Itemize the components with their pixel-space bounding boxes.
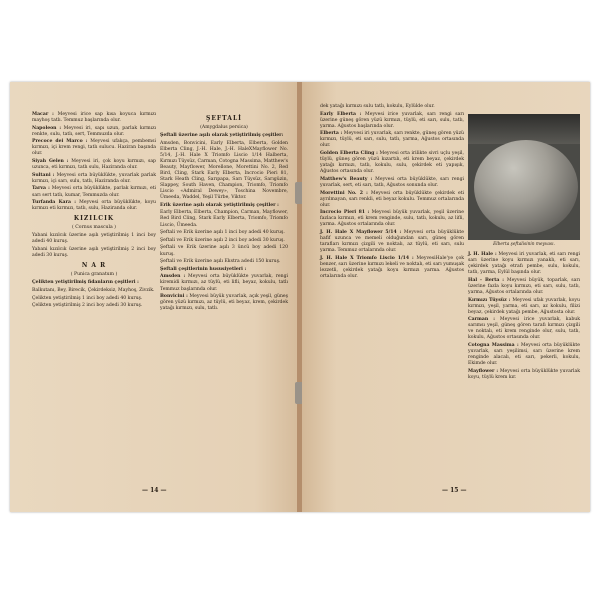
entry-paragraph: Yabani kızılcık üzerine aşılı yetiştirilmiş 2 inci boy adedi 30 kuruş. bbox=[32, 247, 156, 259]
entry-paragraph: Bonvicini : Meyvesi büyük yuvarlak, açık yeşil, güneş gören yüzü kırmızı, az tüylü, eti beyaz, krem, çekirdek yatağı kırmızı, sulu, tatlı. bbox=[160, 294, 289, 312]
entry-paragraph: J. H. Hale : Meyvesi iri yuvarlak, eti sarı rengi sarı üzerine koyu kırmızı yanaklı, eti sarı, çekirdek yatağı etrafı pembe, sulu, kokulu, tatlı, yarma, Eylül başında olur. bbox=[468, 252, 580, 276]
entry-term: Matthew's Beauty : bbox=[320, 176, 373, 182]
entry-paragraph: Golden Elberta Cling : Meyvesi orta irilikte sivri uçlu yeşil, tüylü, güneş gören yüzü kızartılı, eti krem beyaz, çekirdek yatağı kırmızı, tatlı, kokulu, sulu, çekirdek eti yapışık, Ağustos ortasında olur. bbox=[320, 151, 464, 175]
entry-paragraph: J. H. Hale X Mayflower 5/14 : Meyvesi orta büyüklükte hafif uzunca ve memeli olduğundan sarı, güneş gören tarafları kırmızı çizgili ve noktalı, az tüylü, eti sarı, sulu yarma. Temmuz ortalarında olur. bbox=[320, 230, 464, 254]
peach-photo bbox=[468, 114, 580, 240]
entry-paragraph: Hal - Berta : Meyvesi büyük, toparlak, sarı üzerine fazla koyu kırmızı, eti sarı, sulu, tatlı, yarma, Ağustos ortalarında olur. bbox=[468, 277, 580, 295]
peach-fruit-image bbox=[474, 140, 578, 234]
entry-term: Turfanda Kara : bbox=[32, 200, 76, 206]
booklet-spread bbox=[10, 82, 590, 512]
section-heading: KIZILCIK bbox=[73, 215, 115, 223]
entry-paragraph: Turfanda Kara : Meyvesi orta büyüklükte, koyu kırmızı eti kırmızı, tatlı, sulu, Haziranda olur. bbox=[32, 200, 157, 212]
photo-caption: Elberta şeftalisinin meyvası. bbox=[493, 242, 555, 247]
latin-name: ( Cornus mascula ) bbox=[72, 225, 116, 231]
entry-paragraph: Early Elberta, Elberta, Champion, Carman, Mayflower, Red Bird Cling, Stark Early Elberta, Triomfo, Triomfo Liscio, Ümeeda. bbox=[160, 210, 288, 228]
right-page bbox=[302, 82, 590, 512]
entry-paragraph: Napoleon : Meyvesi iri, sapı uzun, parlak kırmızı renkte, sulu, tatlı, sert, Temmuzda olur. bbox=[32, 125, 156, 137]
entry-term: Bonvicini : bbox=[160, 294, 188, 300]
entry-term: Mayflower : bbox=[468, 368, 499, 374]
entry-term: Kırmızı Tüysüz : bbox=[468, 297, 511, 303]
section-heading: N A R bbox=[81, 262, 107, 270]
entry-term: Elberta : bbox=[320, 131, 343, 137]
entry-paragraph: Mayflower : Meyvesi orta büyüklükte yuvarlak koyu, tüylü krem kır. bbox=[468, 368, 580, 380]
entry-term: Siyah Gelen : bbox=[32, 159, 69, 165]
entry-paragraph: Çelikten yetiştirilmiş 1 inci boy adedi 40 kuruş. bbox=[32, 295, 143, 301]
entry-term: Erik üzerine aşılı olarak yetiştirilmiş çeşitler : bbox=[160, 202, 279, 208]
page-number-right: — 15 — bbox=[442, 487, 467, 494]
entry-term: Amsden : bbox=[160, 274, 186, 280]
entry-paragraph bbox=[160, 267, 288, 273]
entry-term: Early Elberta : bbox=[320, 111, 362, 117]
entry-paragraph: Morettini No. 2 : Meyvesi orta büyüklükte çekirdek eti ayrılmayan, sarı renkli, eti beyaz kokulu. Temmuz ortalarında olur. bbox=[320, 190, 464, 208]
entry-paragraph: Amsden : Meyvesi orta büyüklükte yuvarlak, rengi kiremidi kırmızı, az tüylü, eti lifli, beyaz, kokulu, tatlı Temmuz başlarında olur. bbox=[160, 274, 289, 292]
right-column-1 bbox=[320, 104, 464, 282]
entry-paragraph: Early Elberta : Meyvesi irice yuvarlak, sarı rengi sarı üzerine güneş gören yüzü kırmızı, tüylü, eti sarı, sulu, tatlı, yarma. Ağustos başlarında olur. bbox=[320, 111, 465, 129]
left-page bbox=[10, 82, 298, 512]
entry-term: J. H. Hale X Mayflower 5/14 : bbox=[320, 230, 402, 236]
entry-paragraph: Macar : Meyvesi irice sap kısa koyuca kırmızı mayhoş tatlı. Temmuz başlarında olur. bbox=[32, 112, 156, 124]
entry-term: Golden Elberta Cling : bbox=[320, 151, 378, 157]
entry-term: Hal - Berta : bbox=[468, 277, 504, 283]
entry-term: Çelikten yetiştirilmiş fidanların çeşitleri : bbox=[32, 280, 139, 286]
entry-paragraph: Sultani : Meyvesi orta büyüklükte, yuvarlak parlak kırmızı, içi sarı, sulu, tatlı, Haziranda olur. bbox=[32, 172, 156, 184]
entry-term: J. H. Hale : bbox=[468, 252, 497, 257]
entry-paragraph: Cotogna Massima : Meyvesi orta büyüklükte yuvarlak, sarı yeşilimsi, sarı üzerine krem renginde alacalı, eti sarı, pekerli, kokulu, Ekimde olur. bbox=[468, 343, 580, 367]
entry-paragraph: Precoce dei Marco : Meyvesi ufakça, pembemsi kırmızı, içi krem rengi, tatlı sulucu. Haziran başında olur. bbox=[32, 139, 156, 157]
entry-term: Şeftali üzerine aşılı olarak yetiştirilmiş çeşitler: bbox=[160, 133, 284, 139]
entry-paragraph: Kırmızı Tüysüz : Meyvesi ufak yuvarlak, koyu kırmızı, yeşil, yarma, eti sarı, az kokulu, filizi beyaz, çekirdek yatağı pembe, Ağustosta olur. bbox=[468, 297, 580, 315]
entry-term: Napoleon : bbox=[32, 125, 62, 131]
entry-paragraph bbox=[160, 133, 288, 139]
entry-paragraph: Matthew's Beauty : Meyvesi orta büyüklükte, sarı rengi yuvarlak, sert, eti sarı, tatlı, Ağustos sonunda olur. bbox=[320, 176, 464, 188]
entry-paragraph: Carman : Meyvesi irice yuvarlak, kabuk sarımsı yeşil, güneş gören tarafı kırmızı çizgili ve noktalı, eti krem renginde olur, sulu, tatlı, kokulu, Ağustos ortasında olur. bbox=[468, 317, 581, 341]
entry-term: Macar : bbox=[32, 112, 54, 117]
entry-paragraph: Tarva : Meyvesi orta büyüklükte, parlak kırmızı, eti sarı sert tatlı, kumar, Temmuzda olur. bbox=[32, 186, 156, 198]
entry-term: Precoce dei Marco : bbox=[32, 139, 88, 145]
entry-term: Sultani : bbox=[32, 172, 55, 178]
entry-paragraph: Elberta : Meyvesi iri yuvarlak, sarı renkte, güneş gören yüzü kırmızı, tüylü, eti sarı, sulu, tatlı, yarma, Ağustos ortasında olur. bbox=[320, 131, 464, 149]
entry-term: Cotogna Massima : bbox=[468, 343, 519, 349]
entry-term: Şeftali çeşitlerinin hususiyetleri : bbox=[160, 266, 247, 272]
entry-paragraph: dek yatağı kırmızı sulu tatlı, kokulu, Eylülde olur. bbox=[320, 104, 435, 109]
entry-paragraph: Şeftali ve Erik üzerine aşılı 3 üncü boy adedi 120 kuruş. bbox=[160, 245, 288, 257]
entry-paragraph: Siyah Gelen : Meyvesi iri, çok koyu kırmızı, sap uzunca, eti kırmızı, tatlı sulu, Haziranda olur. bbox=[32, 159, 156, 171]
section-heading: ŞEFTALİ bbox=[206, 115, 242, 122]
right-column-2 bbox=[468, 252, 580, 383]
left-column-1 bbox=[32, 112, 156, 311]
latin-name: (Amygdalus persica) bbox=[200, 125, 248, 131]
entry-paragraph: Incrocio Pieri 81 : Meyvesi büyük yuvarlak, yeşil üzerine fazlaca kırmızı, eti krem renginde, sulu, tatlı, kokulu, az lifli, yarma. Ağustos ortalarında olur. bbox=[320, 210, 464, 228]
entry-term: Tarva : bbox=[32, 186, 50, 192]
latin-name: ( Punica granatum ) bbox=[70, 272, 118, 278]
entry-paragraph: J. H. Hale X Triomfo Liscio 1/14 : MeyvesiHale'ye çok benzer, sarı üzerine kırmızı lekeli ve noktalı, eti sarı yumuşak lezzetli, çekirdek yatağı koyu kırmızı yarma. Ağustos ortalarında olur. bbox=[320, 255, 464, 279]
entry-term: Incrocio Pieri 81 : bbox=[320, 210, 370, 216]
entry-paragraph bbox=[160, 203, 288, 209]
entry-paragraph: Amsden, Bonvicini, Early Elberta, Elberta, Golden Elberta Cling, J.-H. Hale, J.-H. HaleXMayflower No. 5/14, J.-H. Hale X Triomfo Liscio 1/14 Halberta, Kırmızı Tüysüz, Carman, Cotogna Massima, Matthew's Beauty, Mayflower, Morellone, Morettini No. 2, Red Bird, Cling, Stark Early Elberta, Incrocio Pieri 81, Stark Heath Cling, Sarıpapa, Sarı Tüysüz, Sarıgüzin, Slappey, South Haven, Champion, Triomfo, Triomfo Liscio «Admiral Dewey», Toschina Novembre, Ümeeda, Waddel, Yeşil Türbe, Viktor. bbox=[160, 140, 288, 201]
entry-paragraph: Çelikten yetiştirilmiş 2 inci boy adedi 30 kuruş. bbox=[32, 303, 143, 309]
entry-term: Carman : bbox=[468, 317, 495, 323]
page-number-left: — 14 — bbox=[142, 487, 167, 494]
entry-paragraph: Şeftali ve Erik üzerine aşılı 1 inci boy adedi 40 kuruş. bbox=[160, 230, 285, 236]
entry-term: Morettini No. 2 : bbox=[320, 190, 368, 196]
entry-paragraph: Şeftali ve Erik üzerine aşılı 2 inci boy adedi 30 kuruş. bbox=[160, 237, 285, 243]
entry-paragraph: Şeftali ve Erik üzerine aşılı Ekstra adedi 150 kuruş. bbox=[160, 259, 281, 265]
left-column-2 bbox=[160, 112, 288, 314]
entry-paragraph bbox=[32, 280, 156, 286]
entry-term: J. H. Hale X Triomfo Liscio 1/14 : bbox=[320, 255, 414, 261]
entry-paragraph: Balkutanı, Bey, Birecik, Çekirdeksiz, Mayhoş, Zivzik. bbox=[32, 287, 155, 293]
entry-paragraph: Yabani kızılcık üzerine aşılı yetiştirilmiş 1 inci boy adedi 40 kuruş. bbox=[32, 233, 156, 245]
